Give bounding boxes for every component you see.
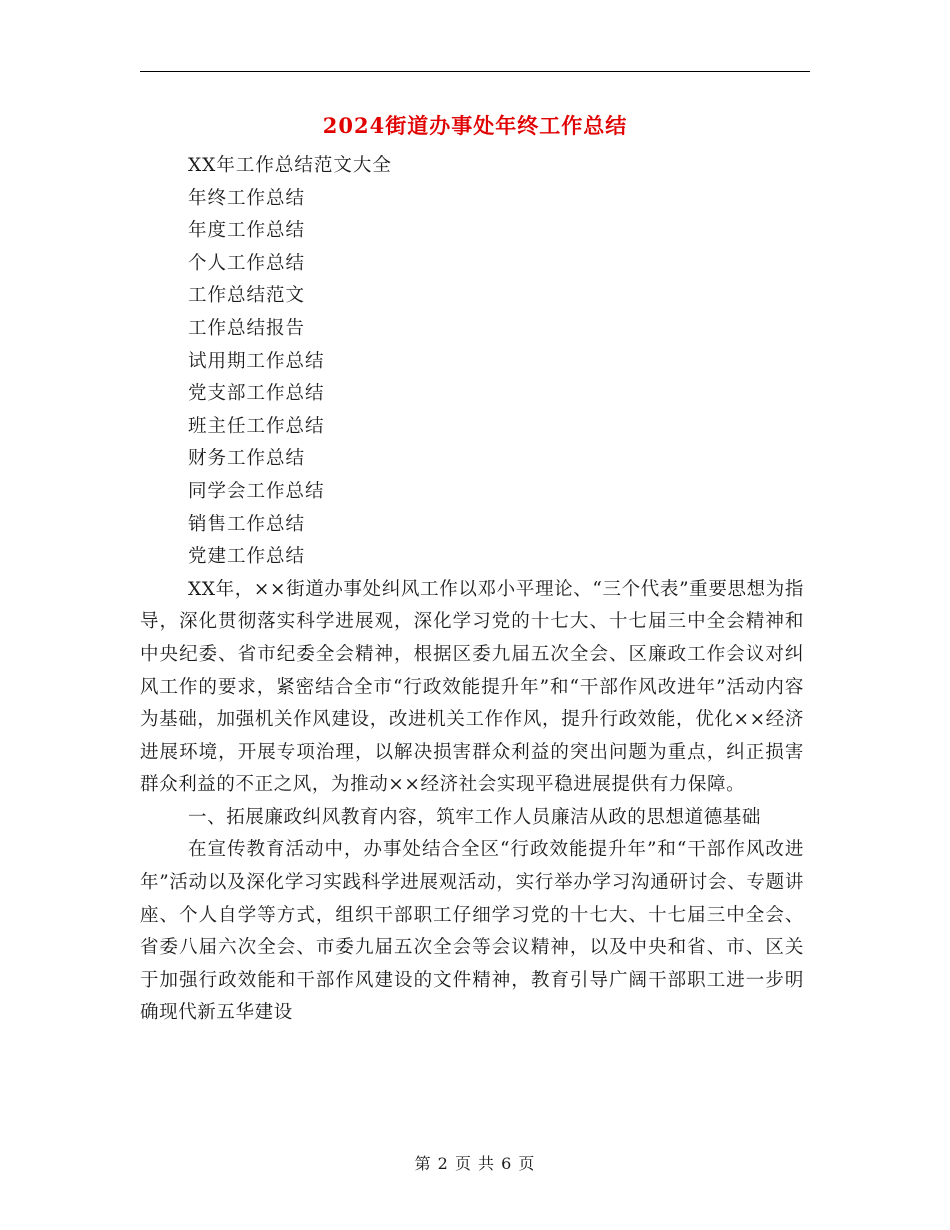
page-footer: [0, 1152, 950, 1176]
list-item: 销售工作总结: [188, 513, 306, 535]
document-body: [140, 150, 804, 1030]
list-item: 财务工作总结: [188, 448, 306, 470]
list-item: 个人工作总结: [188, 252, 306, 274]
list-item: XX年工作总结范文大全: [188, 155, 392, 176]
list-item: 年终工作总结: [188, 187, 306, 209]
list-item: 工作总结报告: [188, 317, 306, 339]
list-item: 同学会工作总结: [188, 480, 325, 502]
list-item: 试用期工作总结: [188, 350, 325, 372]
page-number-label: 第 2 页 共 6 页: [414, 1154, 536, 1173]
header-rule: [140, 71, 810, 72]
list-item: 班主任工作总结: [188, 415, 325, 437]
document-title: 2024街道办事处年终工作总结: [322, 113, 628, 138]
body-paragraph: 在宣传教育活动中，办事处结合全区“行政效能提升年”和“干部作风改进年”活动以及深化学习实践科学进展观活动，实行举办学习沟通研讨会、专题讲座、个人自学等方式，组织干部职工仔细学习党的十七大、十七届三中全会、省委八届六次全会、市委九届五次全会等会议精神，以及中央和省、市、区关于加强行政效能和干部作风建设的文件精神，教育引导广阔干部职工进一步明确现代新五华建设: [140, 839, 804, 1024]
list-item: 工作总结范文: [188, 285, 306, 307]
list-item: 党建工作总结: [188, 546, 306, 568]
list-item: 党支部工作总结: [188, 383, 325, 405]
list-item: 年度工作总结: [188, 220, 306, 242]
body-paragraph: XX年，××街道办事处纠风工作以邓小平理论、“三个代表”重要思想为指导，深化贯彻落实科学进展观，深化学习党的十七大、十七届三中全会精神和中央纪委、省市纪委全会精神，根据区委九届五次全会、区廉政工作会议对纠风工作的要求，紧密结合全市“行政效能提升年”和“干部作风改进年”活动内容为基础，加强机关作风建设，改进机关工作作风，提升行政效能，优化××经济进展环境，开展专项治理，以解决损害群众利益的突出问题为重点，纠正损害群众利益的不正之风，为推动××经济社会实现平稳进展提供有力保障。: [140, 578, 804, 796]
section-heading: 一、拓展廉政纠风教育内容，筑牢工作人员廉洁从政的思想道德基础: [188, 806, 762, 828]
